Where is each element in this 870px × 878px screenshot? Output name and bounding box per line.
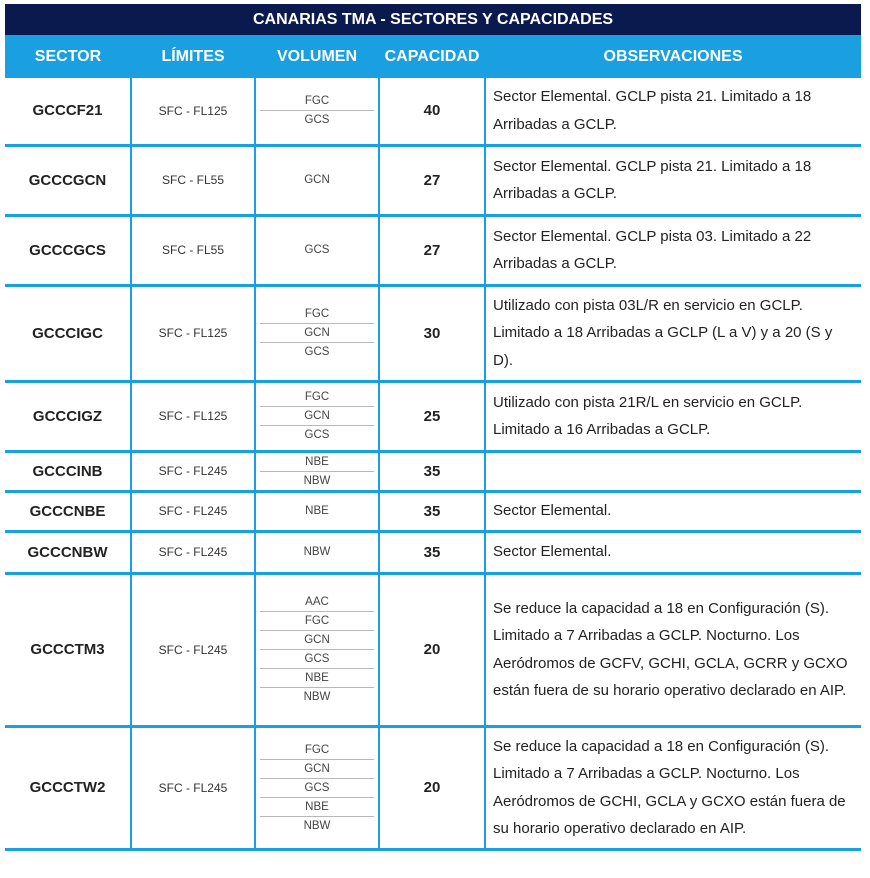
volume-item: NBE <box>260 797 374 816</box>
volume-item: NBE <box>305 455 329 468</box>
sector-volume <box>255 531 379 573</box>
sector-observations: Sector Elemental. GCLP pista 21. Limitado a 18 Arribadas a GCLP. <box>485 145 861 215</box>
volume-item: NBE <box>260 668 374 687</box>
sector-volume <box>255 285 379 381</box>
sector-capacity: 35 <box>379 531 485 573</box>
header-sector: SECTOR <box>5 35 131 78</box>
sector-code: GCCCNBE <box>5 491 131 531</box>
table-row <box>5 451 861 491</box>
sector-observations <box>485 451 861 491</box>
sector-capacity: 35 <box>379 491 485 531</box>
sector-capacity: 30 <box>379 285 485 381</box>
volume-item: NBW <box>260 687 374 706</box>
sector-capacity: 20 <box>379 573 485 726</box>
volume-item: GCS <box>260 778 374 797</box>
volume-item: NBE <box>305 505 329 517</box>
sector-limits: SFC - FL125 <box>131 381 255 451</box>
sector-observations: Se reduce la capacidad a 18 en Configuración (S). Limitado a 7 Arribadas a GCLP. Nocturno. Los Aeródromos de GCFV, GCHI, GCLA, GCRR y GCXO están fuera de su horario operativo declarado en AIP. <box>485 573 861 726</box>
sector-code: GCCCINB <box>5 451 131 491</box>
volume-item: NBW <box>260 816 374 835</box>
table-row <box>5 491 861 531</box>
sector-volume <box>255 145 379 215</box>
sector-volume <box>255 451 379 491</box>
sector-capacity: 40 <box>379 78 485 145</box>
sector-observations: Sector Elemental. GCLP pista 21. Limitado a 18 Arribadas a GCLP. <box>485 78 861 145</box>
sector-capacity: 27 <box>379 215 485 285</box>
table-row <box>5 145 861 215</box>
table-row <box>5 726 861 849</box>
sector-code: GCCCIGZ <box>5 381 131 451</box>
volume-item: GCS <box>260 342 374 361</box>
sector-limits: SFC - FL55 <box>131 145 255 215</box>
sector-limits: SFC - FL245 <box>131 451 255 491</box>
volume-item: GCN <box>260 759 374 778</box>
table-row <box>5 381 861 451</box>
sector-volume <box>255 726 379 849</box>
sector-volume <box>255 78 379 145</box>
sector-code: GCCCF21 <box>5 78 131 145</box>
sector-code: GCCCGCS <box>5 215 131 285</box>
table-row <box>5 531 861 573</box>
sector-volume <box>255 491 379 531</box>
sector-observations: Sector Elemental. <box>485 491 861 531</box>
volume-item: GCN <box>260 323 374 342</box>
sector-volume <box>255 215 379 285</box>
sector-capacity: 20 <box>379 726 485 849</box>
table-title: CANARIAS TMA - SECTORES Y CAPACIDADES <box>5 4 861 35</box>
sector-limits: SFC - FL245 <box>131 573 255 726</box>
sector-observations: Sector Elemental. <box>485 531 861 573</box>
header-observaciones: OBSERVACIONES <box>485 35 861 78</box>
sector-limits: SFC - FL125 <box>131 285 255 381</box>
table-row <box>5 573 861 726</box>
sector-capacity: 27 <box>379 145 485 215</box>
volume-item: FGC <box>304 95 330 108</box>
table-row <box>5 215 861 285</box>
sectors-table <box>5 4 861 851</box>
volume-item: GCN <box>260 630 374 649</box>
sector-limits: SFC - FL245 <box>131 531 255 573</box>
header-capacidad: CAPACIDAD <box>379 35 485 78</box>
sector-code: GCCCGCN <box>5 145 131 215</box>
volume-item: NBW <box>260 471 374 490</box>
sector-code: GCCCIGC <box>5 285 131 381</box>
volume-item: FGC <box>304 743 330 756</box>
table-row <box>5 285 861 381</box>
volume-item: FGC <box>260 611 374 630</box>
header-volumen: VOLUMEN <box>255 35 379 78</box>
sector-volume <box>255 573 379 726</box>
sector-code: GCCCTM3 <box>5 573 131 726</box>
volume-item: NBW <box>303 546 331 558</box>
header-limites: LÍMITES <box>131 35 255 78</box>
sector-volume <box>255 381 379 451</box>
volume-item: GCS <box>260 649 374 668</box>
volume-item: FGC <box>304 308 330 320</box>
volume-item: GCN <box>304 174 330 186</box>
volume-item: GCN <box>260 406 374 425</box>
sector-observations: Utilizado con pista 03L/R en servicio en GCLP. Limitado a 18 Arribadas a GCLP (L a V) y a 20 (S y D). <box>485 285 861 381</box>
sector-limits: SFC - FL55 <box>131 215 255 285</box>
sector-observations: Se reduce la capacidad a 18 en Configuración (S). Limitado a 7 Arribadas a GCLP. Nocturno. Los Aeródromos de GCHI, GCLA y GCXO están fuera de su horario operativo declarado en AIP. <box>485 726 861 849</box>
sector-limits: SFC - FL125 <box>131 78 255 145</box>
volume-item: GCS <box>304 244 330 256</box>
sector-code: GCCCNBW <box>5 531 131 573</box>
volume-item: FGC <box>304 391 330 403</box>
sector-code: GCCCTW2 <box>5 726 131 849</box>
volume-item: GCS <box>260 110 374 129</box>
sector-limits: SFC - FL245 <box>131 491 255 531</box>
table-row <box>5 78 861 145</box>
sector-observations: Sector Elemental. GCLP pista 03. Limitado a 22 Arribadas a GCLP. <box>485 215 861 285</box>
sector-limits: SFC - FL245 <box>131 726 255 849</box>
volume-item: AAC <box>305 596 329 608</box>
sector-capacity: 25 <box>379 381 485 451</box>
volume-item: GCS <box>260 425 374 444</box>
sector-observations: Utilizado con pista 21R/L en servicio en GCLP. Limitado a 16 Arribadas a GCLP. <box>485 381 861 451</box>
sector-capacity: 35 <box>379 451 485 491</box>
